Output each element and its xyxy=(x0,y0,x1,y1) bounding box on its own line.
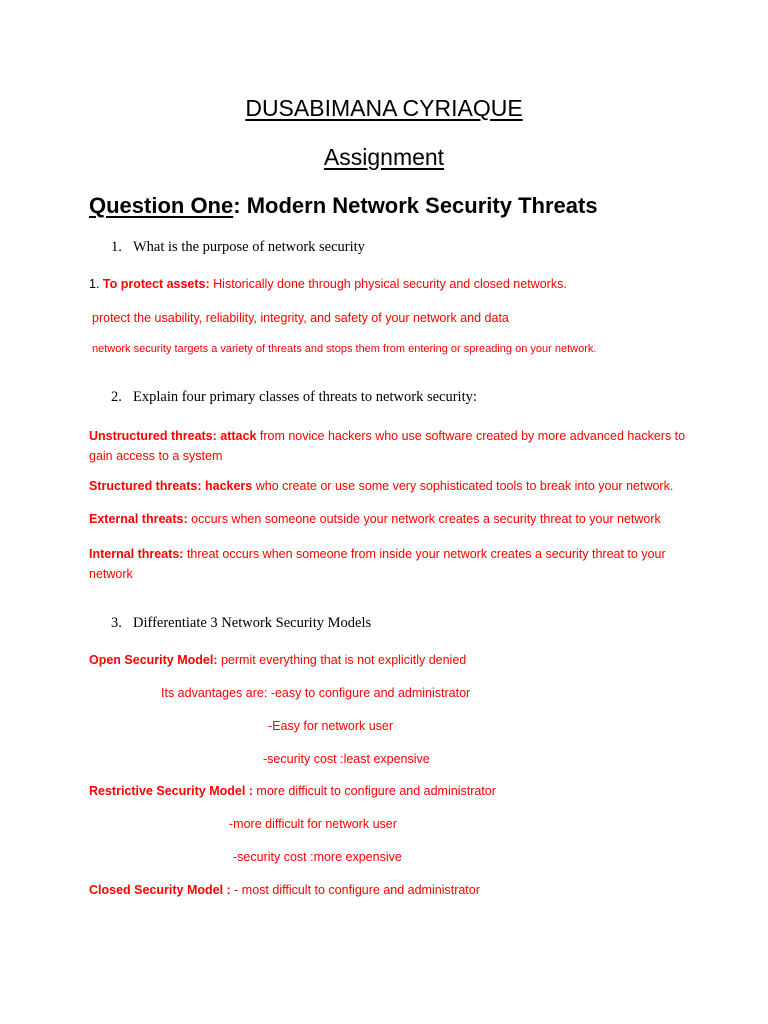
question-separator: : xyxy=(233,193,241,218)
threat-item-internal xyxy=(89,544,689,584)
answer-1-line-1 xyxy=(89,277,567,291)
question-title: Modern Network Security Threats xyxy=(240,193,598,218)
question-3-text: Differentiate 3 Network Security Models xyxy=(133,615,372,631)
question-label: Question One xyxy=(89,193,234,218)
threat-text: threat occurs when someone from inside your network creates a security threat to your network xyxy=(89,547,666,581)
threat-item-external xyxy=(89,512,661,526)
restrictive-model xyxy=(89,784,496,798)
threat-label: Unstructured threats: attack xyxy=(89,429,257,443)
open-model-advantage-2: -Easy for network user xyxy=(268,719,394,733)
closed-model-label: Closed Security Model : xyxy=(89,883,231,897)
open-model-advantages: Its advantages are: -easy to configure and administrator xyxy=(161,686,471,700)
question-3-number: 3. xyxy=(111,615,122,631)
restrictive-model-point-3: -security cost :more expensive xyxy=(233,850,402,864)
restrictive-model-label: Restrictive Security Model : xyxy=(89,784,253,798)
question-2-text: Explain four primary classes of threats to network security: xyxy=(133,389,477,405)
author-name: DUSABIMANA CYRIAQUE xyxy=(245,95,523,121)
question-2-number: 2. xyxy=(111,389,122,405)
document-subtitle: Assignment xyxy=(323,144,445,170)
restrictive-model-text: more difficult to configure and administrator xyxy=(252,784,496,798)
answer-1-line-2: protect the usability, reliability, integrity, and safety of your network and data xyxy=(92,311,509,325)
closed-model xyxy=(89,883,480,897)
threat-label: Internal threats: xyxy=(89,547,184,561)
threat-text: from novice hackers who use software created by more advanced hackers to gain access to a system xyxy=(89,429,686,463)
question-1 xyxy=(111,239,365,256)
answer-1-line-3: network security targets a variety of threats and stops them from entering or spreading on your network. xyxy=(92,343,597,355)
threat-text: who create or use some very sophisticated tools to break into your network. xyxy=(252,479,674,493)
question-3 xyxy=(111,615,371,632)
closed-model-text: - most difficult to configure and administrator xyxy=(230,883,480,897)
open-model-advantage-3: -security cost :least expensive xyxy=(263,752,430,766)
question-1-number: 1. xyxy=(111,239,122,255)
threat-label: Structured threats: hackers xyxy=(89,479,253,493)
threat-item-structured xyxy=(89,479,673,493)
open-model-text: permit everything that is not explicitly denied xyxy=(217,653,467,667)
answer-1-label: To protect assets: xyxy=(102,277,210,291)
threat-text: occurs when someone outside your network creates a security threat to your network xyxy=(187,512,661,526)
open-model-label: Open Security Model: xyxy=(89,653,218,667)
threat-item-unstructured xyxy=(89,426,689,466)
question-2 xyxy=(111,389,477,406)
question-1-text: What is the purpose of network security xyxy=(133,239,365,255)
open-model xyxy=(89,653,466,667)
threat-label: External threats: xyxy=(89,512,188,526)
question-heading xyxy=(89,193,598,219)
answer-1-text: Historically done through physical security and closed networks. xyxy=(209,277,567,291)
answer-1-number: 1. xyxy=(89,277,100,291)
restrictive-model-point-2: -more difficult for network user xyxy=(229,817,397,831)
